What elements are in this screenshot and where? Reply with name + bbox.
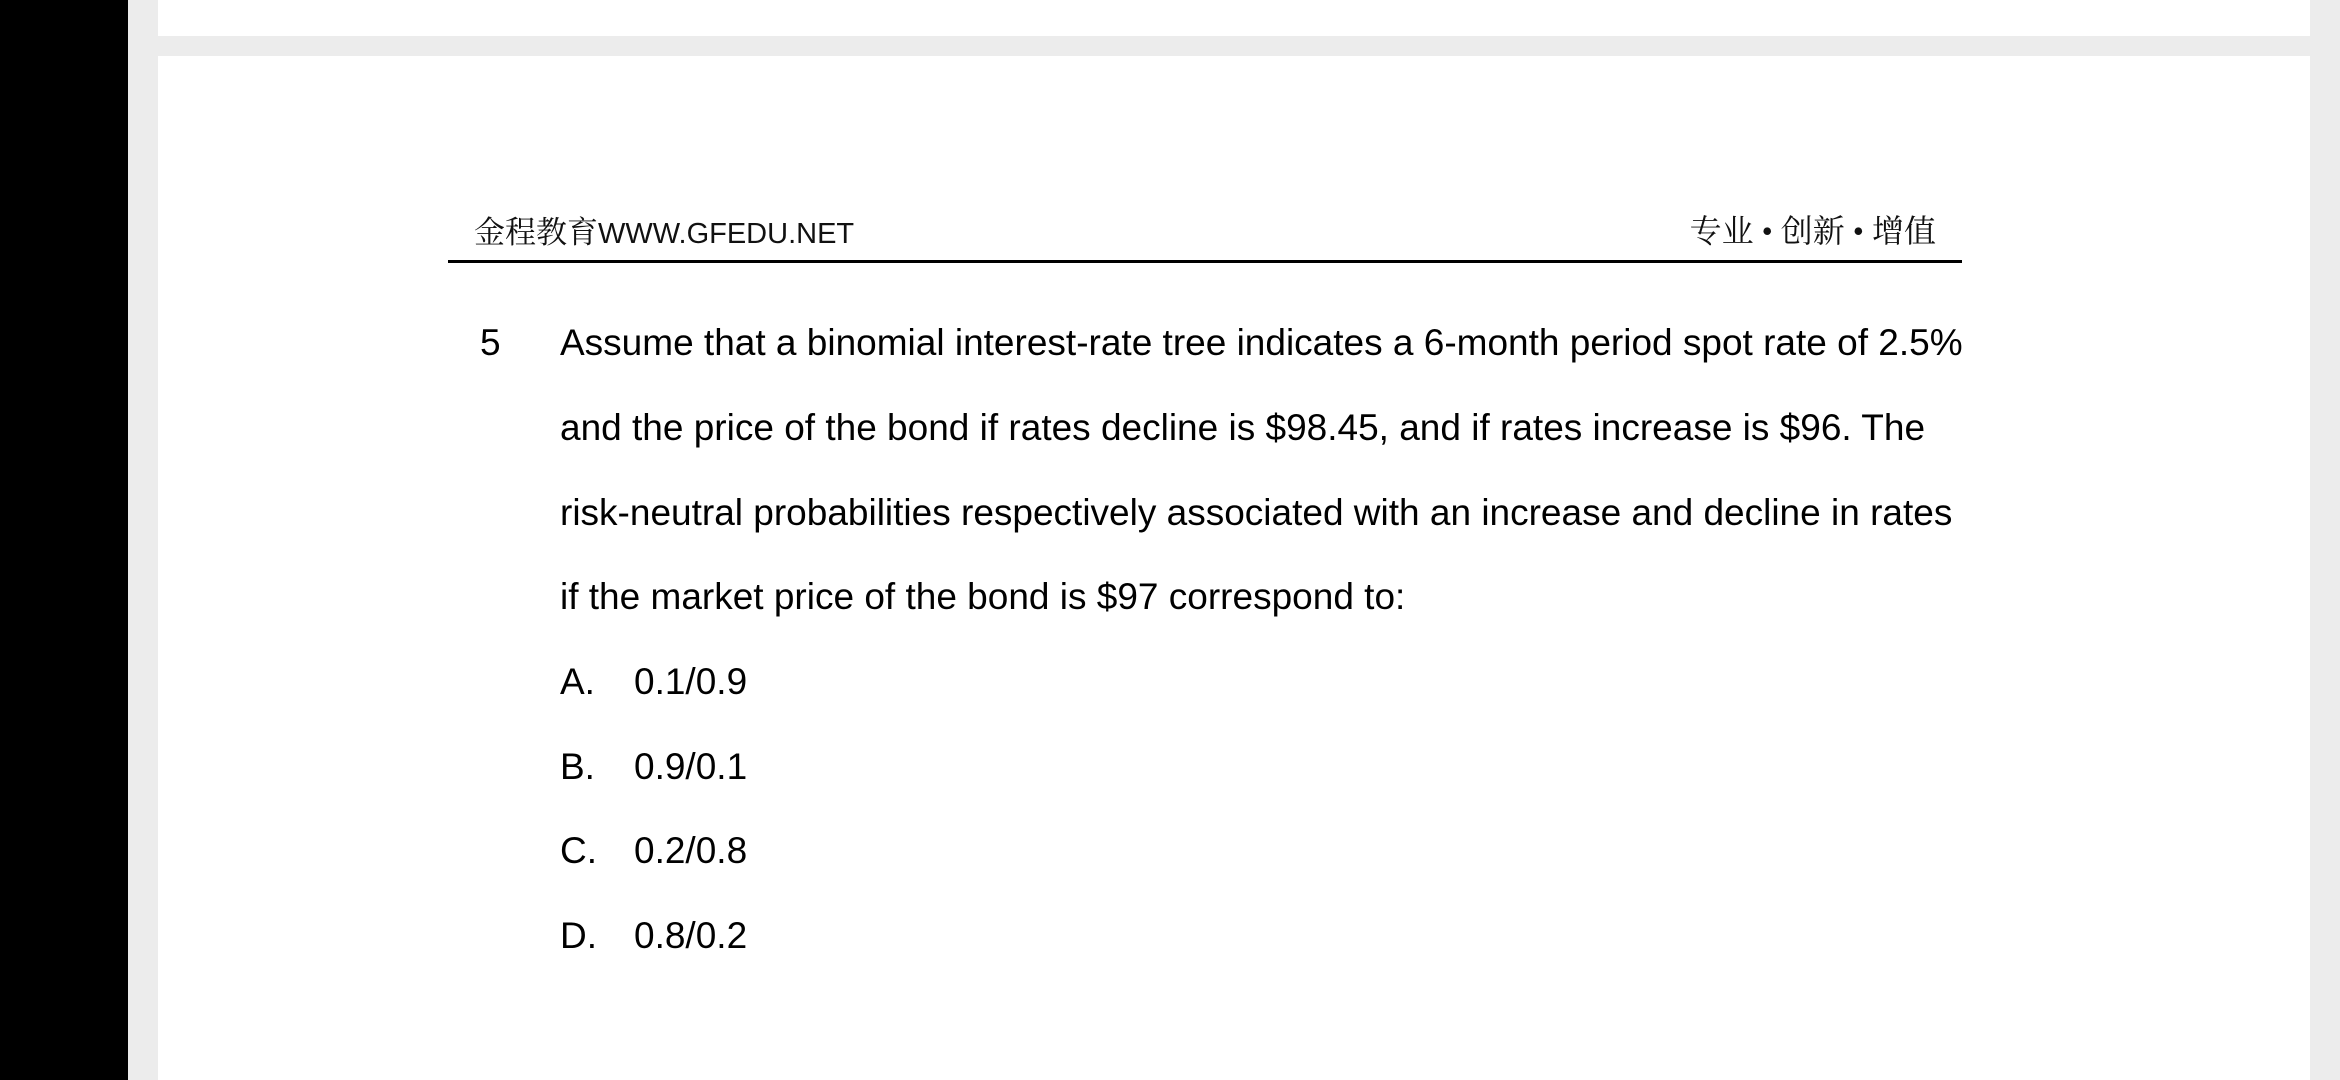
option-a bbox=[560, 661, 747, 703]
option-text: 0.1/0.9 bbox=[634, 661, 748, 702]
option-letter: D. bbox=[560, 915, 597, 956]
option-text: 0.9/0.1 bbox=[634, 746, 748, 787]
option-letter: B. bbox=[560, 746, 595, 787]
question-line-3: risk-neutral probabilities respectively associated with an increase and decline in rates bbox=[560, 492, 1953, 533]
option-text: 0.8/0.2 bbox=[634, 915, 748, 956]
question-line-2: and the price of the bond if rates decline is $98.45, and if rates increase is $96. The bbox=[560, 407, 1926, 448]
question-number: 5 bbox=[480, 322, 501, 363]
header-brand bbox=[474, 207, 854, 252]
option-letter: C. bbox=[560, 830, 597, 871]
page-header bbox=[448, 150, 1962, 263]
option-c bbox=[560, 830, 747, 872]
option-text: 0.2/0.8 bbox=[634, 830, 748, 871]
previous-page bbox=[158, 0, 2310, 36]
question-line-4: if the market price of the bond is $97 correspond to: bbox=[560, 576, 1406, 617]
option-d bbox=[560, 915, 747, 957]
option-b bbox=[560, 746, 747, 788]
question-line-1: Assume that a binomial interest-rate tree indicates a 6-month period spot rate of 2.5% bbox=[560, 322, 1963, 363]
header-brand-cn: 金程教育 bbox=[474, 215, 598, 250]
option-letter: A. bbox=[560, 661, 595, 702]
header-slogan: 专业 • 创新 • 增值 bbox=[1689, 213, 1936, 249]
document-viewer[interactable] bbox=[128, 0, 2340, 1080]
header-brand-site: WWW.GFEDU.NET bbox=[598, 218, 855, 250]
